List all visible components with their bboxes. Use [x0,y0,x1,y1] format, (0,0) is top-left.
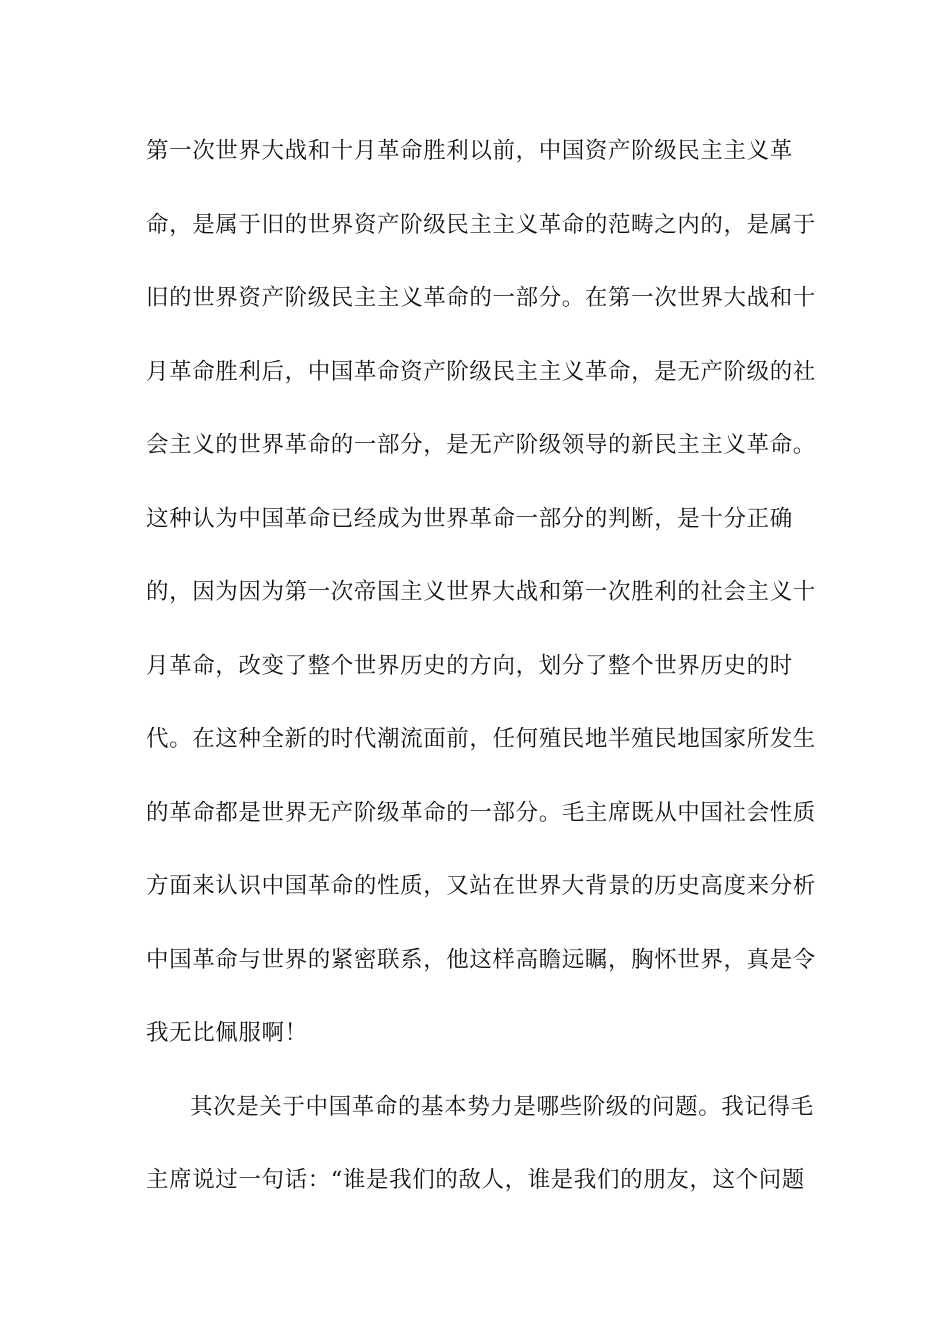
text-line: 月革命，改变了整个世界历史的方向，划分了整个世界历史的时 [146,652,793,679]
text-line: 的革命都是世界无产阶级革命的一部分。毛主席既从中国社会性质 [146,799,816,826]
text-line: 中国革命与世界的紧密联系，他这样高瞻远瞩，胸怀世界，真是令 [146,946,816,973]
text-line: 主席说过一句话：“谁是我们的敌人，谁是我们的朋友，这个问题 [146,1167,805,1193]
body-text [146,128,816,1231]
text-line: 这种认为中国革命已经成为世界革命一部分的判断，是十分正确 [146,505,793,532]
text-line: 月革命胜利后，中国革命资产阶级民主主义革命，是无产阶级的社 [146,358,816,385]
text-line: 会主义的世界革命的一部分，是无产阶级领导的新民主主义革命。 [146,432,816,458]
text-line: 旧的世界资产阶级民主主义革命的一部分。在第一次世界大战和十 [146,285,816,311]
text-line: 第一次世界大战和十月革命胜利以前，中国资产阶级民主主义革 [146,138,793,164]
text-line: 的，因为因为第一次帝国主义世界大战和第一次胜利的社会主义十 [146,579,816,605]
paragraph-first-line: 其次是关于中国革命的基本势力是哪些阶级的问题。我记得毛 [190,1093,814,1120]
text-line: 方面来认识中国革命的性质，又站在世界大背景的历史高度来分析 [146,873,816,899]
text-line: 代。在这种全新的时代潮流面前，任何殖民地半殖民地国家所发生 [146,726,816,752]
text-line: 命，是属于旧的世界资产阶级民主主义革命的范畴之内的，是属于 [146,211,816,238]
text-line: 我无比佩服啊！ [146,1020,308,1046]
